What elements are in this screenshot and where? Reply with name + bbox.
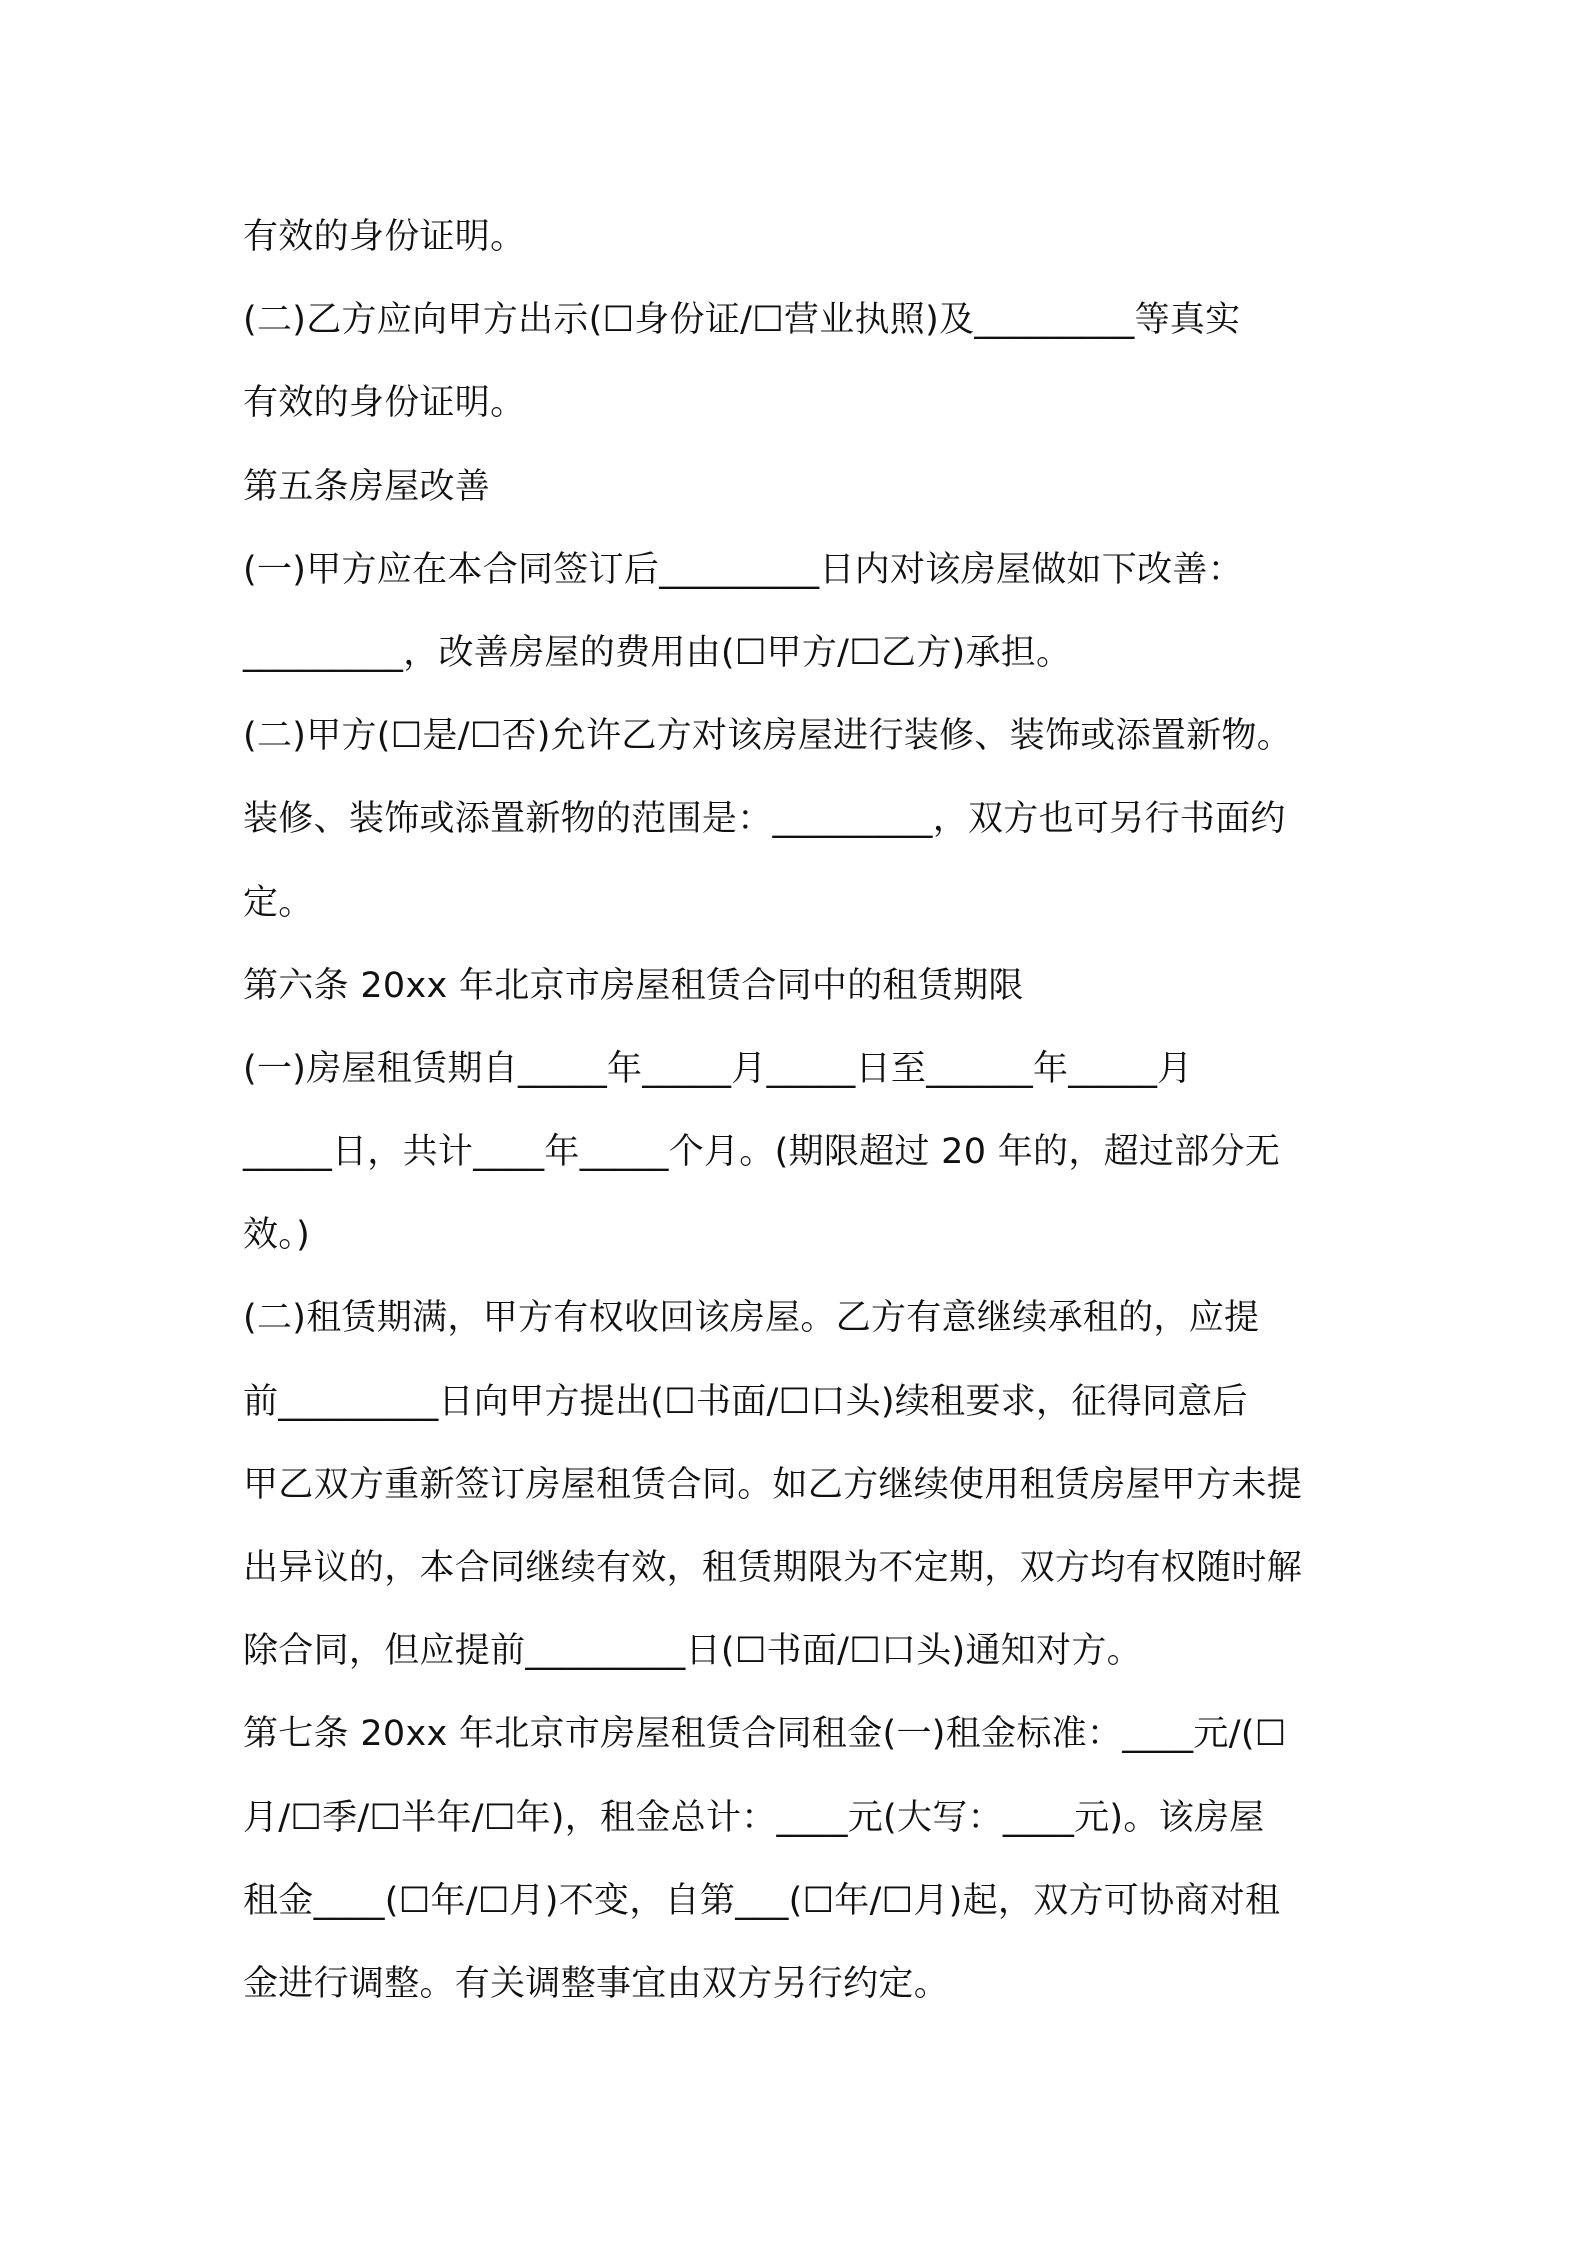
paragraph-line-8: 装修、装饰或添置新物的范围是：_________，双方也可另行书面约 — [243, 799, 1286, 840]
article-7-line-1: 第七条 20xx 年北京市房屋租赁合同租金(一)租金标准：____元/(☐ — [243, 1714, 1287, 1755]
paragraph-line-3: 有效的身份证明。 — [243, 383, 526, 424]
paragraph-line-5: (一)甲方应在本合同签订后_________日内对该房屋做如下改善： — [243, 549, 1244, 590]
paragraph-line-9: 定。 — [243, 882, 314, 923]
paragraph-line-2: (二)乙方应向甲方出示(☐身份证/☐营业执照)及_________等真实 — [243, 300, 1241, 341]
paragraph-line-6: _________，改善房屋的费用由(☐甲方/☐乙方)承担。 — [243, 632, 1072, 673]
paragraph-line-17: 出异议的，本合同继续有效，租赁期限为不定期，双方均有权随时解 — [243, 1548, 1303, 1588]
article-7-line-4: 金进行调整。有关调整事宜由双方另行约定。 — [243, 1963, 950, 2004]
paragraph-line-12: _____日，共计____年_____个月。(期限超过 20 年的，超过部分无 — [243, 1132, 1281, 1173]
paragraph-line-1: 有效的身份证明。 — [243, 217, 526, 257]
article-7-line-2: 月/☐季/☐半年/☐年)，租金总计：____元(大写：____元)。该房屋 — [243, 1797, 1265, 1838]
article-6-heading: 第六条 20xx 年北京市房屋租赁合同中的租赁期限 — [243, 965, 1024, 1006]
paragraph-line-11: (一)房屋租赁期自_____年_____月_____日至______年_____月 — [243, 1048, 1193, 1089]
paragraph-line-14: (二)租赁期满，甲方有权收回该房屋。乙方有意继续承租的，应提 — [243, 1298, 1260, 1339]
paragraph-line-13: 效。) — [243, 1215, 311, 1256]
article-5-heading: 第五条房屋改善 — [243, 466, 491, 507]
article-7-line-3: 租金____(☐年/☐月)不变，自第___(☐年/☐月)起，双方可协商对租 — [243, 1880, 1281, 1921]
document-body — [243, 196, 1363, 2026]
paragraph-line-16: 甲乙双方重新签订房屋租赁合同。如乙方继续使用租赁房屋甲方未提 — [243, 1464, 1303, 1505]
paragraph-line-7: (二)甲方(☐是/☐否)允许乙方对该房屋进行装修、装饰或添置新物。 — [243, 716, 1293, 757]
paragraph-line-18: 除合同，但应提前_________日(☐书面/☐口头)通知对方。 — [243, 1631, 1142, 1672]
paragraph-line-15: 前_________日向甲方提出(☐书面/☐口头)续租要求，征得同意后 — [243, 1381, 1248, 1422]
